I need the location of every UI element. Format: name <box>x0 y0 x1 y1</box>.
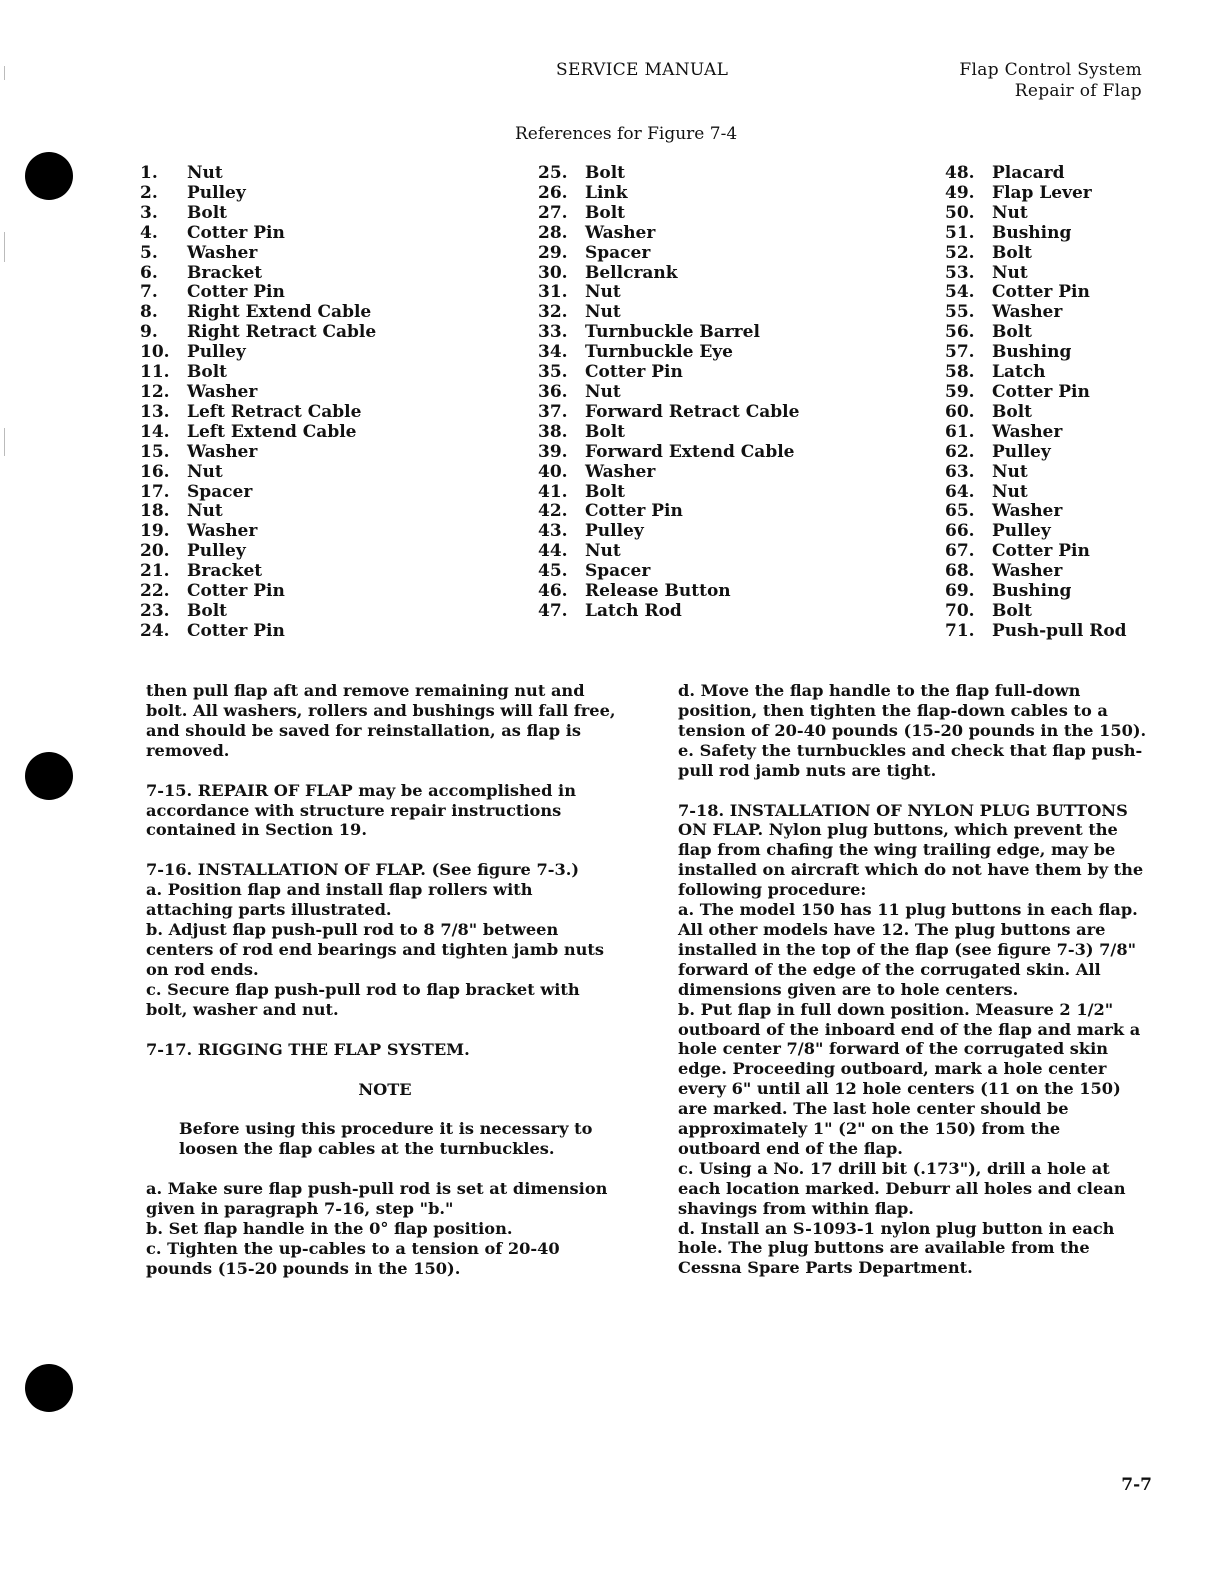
reference-number: 32. <box>538 302 568 323</box>
reference-number: 38. <box>538 421 568 442</box>
reference-item <box>945 602 1127 622</box>
binder-hole-bottom <box>25 1364 73 1412</box>
reference-item <box>140 602 376 622</box>
reference-item <box>140 303 376 323</box>
reference-number: 35. <box>538 362 568 383</box>
reference-number: 67. <box>945 541 975 562</box>
reference-number: 63. <box>945 461 975 482</box>
step-7-17-a: a. Make sure flap push-pull rod is set at dimension given in paragraph 7-16, step "b." <box>146 1179 608 1219</box>
reference-number: 2. <box>140 182 158 203</box>
reference-number: 45. <box>538 561 568 582</box>
reference-label: Bolt <box>585 163 626 183</box>
reference-label: Nut <box>992 202 1028 223</box>
reference-label: Cotter Pin <box>585 501 683 522</box>
reference-label: Nut <box>187 501 223 522</box>
reference-number: 41. <box>538 481 568 502</box>
reference-label: Bolt <box>187 600 228 621</box>
subsection-title: Repair of Flap <box>1014 81 1142 101</box>
reference-item <box>945 562 1127 582</box>
reference-label: Forward Extend Cable <box>585 441 795 462</box>
reference-number: 48. <box>945 163 975 183</box>
reference-item <box>538 383 799 403</box>
reference-item <box>945 244 1127 264</box>
reference-number: 8. <box>140 302 158 323</box>
reference-item <box>945 582 1127 602</box>
reference-number: 69. <box>945 581 975 602</box>
reference-number: 4. <box>140 222 158 243</box>
reference-label: Right Extend Cable <box>187 302 372 323</box>
reference-number: 51. <box>945 222 975 243</box>
reference-item <box>140 264 376 284</box>
reference-label: Bolt <box>992 600 1033 621</box>
reference-item <box>945 502 1127 522</box>
reference-number: 10. <box>140 342 170 363</box>
reference-item <box>140 224 376 244</box>
reference-label: Flap Lever <box>992 182 1092 203</box>
reference-number: 68. <box>945 561 975 582</box>
reference-label: Washer <box>585 222 656 243</box>
reference-label: Bracket <box>187 262 263 283</box>
reference-item <box>140 502 376 522</box>
reference-number: 14. <box>140 421 170 442</box>
reference-item <box>538 264 799 284</box>
reference-label: Nut <box>585 282 621 303</box>
reference-number: 52. <box>945 242 975 263</box>
reference-item <box>140 204 376 224</box>
reference-item <box>140 343 376 363</box>
reference-number: 61. <box>945 421 975 442</box>
reference-number: 34. <box>538 342 568 363</box>
reference-label: Bolt <box>187 362 228 383</box>
step-7-18-a: a. The model 150 has 11 plug buttons in each flap. All other models have 12. The plug buttons are installed in the top of the flap (see figure 7-3) 7/8" forward of the edge of the corrugated skin. All dimensions given are to hole centers. <box>678 900 1138 999</box>
reference-number: 24. <box>140 620 170 641</box>
paragraph-7-18-title: 7-18. INSTALLATION OF NYLON PLUG BUTTONS ON FLAP. Nylon plug buttons, which prevent the flap from chafing the wing trailing edge, may be installed on aircraft which do not have them by the following procedure: <box>678 800 1144 900</box>
reference-item <box>945 303 1127 323</box>
reference-item <box>538 244 799 264</box>
reference-item <box>140 522 376 542</box>
reference-label: Latch Rod <box>585 600 682 621</box>
reference-number: 40. <box>538 461 568 482</box>
reference-label: Bolt <box>585 481 626 502</box>
running-header-center: SERVICE MANUAL <box>556 60 729 80</box>
reference-number: 16. <box>140 461 170 482</box>
reference-item <box>538 403 799 423</box>
reference-label: Push-pull Rod <box>992 620 1127 641</box>
step-7-16-b: b. Adjust flap push-pull rod to 8 7/8" between centers of rod end bearings and tighten jamb nuts on rod ends. <box>146 920 604 979</box>
step-7-16-c: c. Secure flap push-pull rod to flap bracket with bolt, washer and nut. <box>146 979 580 1019</box>
reference-label: Bolt <box>585 202 626 223</box>
reference-number: 36. <box>538 381 568 402</box>
reference-number: 47. <box>538 600 568 621</box>
binder-hole-middle <box>25 752 73 800</box>
reference-item <box>945 423 1127 443</box>
reference-item <box>140 423 376 443</box>
reference-item <box>945 224 1127 244</box>
reference-label: Cotter Pin <box>187 581 285 602</box>
reference-item <box>538 303 799 323</box>
reference-item <box>538 542 799 562</box>
note-heading: NOTE <box>358 1079 412 1099</box>
reference-item <box>945 184 1127 204</box>
reference-number: 62. <box>945 441 975 462</box>
step-7-17-e: e. Safety the turnbuckles and check that flap push-pull rod jamb nuts are tight. <box>678 740 1143 780</box>
reference-number: 30. <box>538 262 568 283</box>
reference-number: 56. <box>945 322 975 343</box>
reference-label: Cotter Pin <box>992 381 1090 402</box>
reference-item <box>538 463 799 483</box>
reference-list-column <box>538 164 799 622</box>
reference-label: Pulley <box>187 342 246 363</box>
reference-item <box>140 622 376 642</box>
reference-number: 12. <box>140 381 170 402</box>
step-7-17-b: b. Set flap handle in the 0° flap position. <box>146 1219 513 1239</box>
page-number: 7-7 <box>1121 1475 1152 1495</box>
reference-label: Washer <box>992 561 1063 582</box>
reference-label: Cotter Pin <box>187 282 285 303</box>
reference-item <box>538 224 799 244</box>
reference-number: 37. <box>538 401 568 422</box>
reference-item <box>538 343 799 363</box>
step-7-17-d: d. Move the flap handle to the flap full-down position, then tighten the flap-down cables to a tension of 20-40 pounds (15-20 pounds in the 150). <box>678 681 1147 740</box>
scan-edge-mark <box>4 232 5 262</box>
reference-item <box>945 622 1127 642</box>
reference-number: 7. <box>140 282 158 303</box>
step-7-18-c: c. Using a No. 17 drill bit (.173"), drill a hole at each location marked. Deburr all holes and clean shavings from within flap. <box>678 1158 1126 1218</box>
binder-hole-top <box>25 152 73 200</box>
reference-number: 29. <box>538 242 568 263</box>
reference-label: Left Retract Cable <box>187 401 362 422</box>
reference-number: 57. <box>945 342 975 363</box>
reference-label: Washer <box>187 441 258 462</box>
reference-number: 18. <box>140 501 170 522</box>
reference-label: Nut <box>187 163 223 183</box>
reference-label: Spacer <box>187 481 253 502</box>
reference-number: 27. <box>538 202 568 223</box>
reference-item <box>140 283 376 303</box>
reference-label: Bolt <box>585 421 626 442</box>
reference-item <box>945 264 1127 284</box>
paragraph-7-17-title: 7-17. RIGGING THE FLAP SYSTEM. <box>146 1039 470 1059</box>
reference-item <box>538 363 799 383</box>
reference-list-column <box>945 164 1127 642</box>
reference-label: Release Button <box>585 581 731 602</box>
reference-label: Right Retract Cable <box>187 322 377 343</box>
reference-number: 31. <box>538 282 568 303</box>
paragraph-7-15: 7-15. REPAIR OF FLAP may be accomplished in accordance with structure repair instructions contained in Section 19. <box>146 780 576 840</box>
reference-item <box>538 283 799 303</box>
continued-paragraph: then pull flap aft and remove remaining nut and bolt. All washers, rollers and bushings will fall free, and should be saved for reinstallation, as flap is removed. <box>146 681 616 760</box>
reference-number: 71. <box>945 620 975 641</box>
reference-number: 43. <box>538 521 568 542</box>
reference-number: 23. <box>140 600 170 621</box>
reference-label: Turnbuckle Barrel <box>585 322 760 343</box>
reference-label: Nut <box>992 262 1028 283</box>
reference-number: 28. <box>538 222 568 243</box>
reference-list-column <box>140 164 376 642</box>
reference-item <box>538 443 799 463</box>
reference-item <box>140 244 376 264</box>
reference-label: Cotter Pin <box>585 362 683 383</box>
reference-label: Cotter Pin <box>187 222 285 243</box>
reference-number: 70. <box>945 600 975 621</box>
reference-label: Bushing <box>992 342 1072 363</box>
reference-label: Washer <box>992 302 1063 323</box>
references-title: References for Figure 7-4 <box>515 124 738 144</box>
reference-number: 46. <box>538 581 568 602</box>
reference-label: Spacer <box>585 242 651 263</box>
reference-item <box>945 363 1127 383</box>
reference-label: Bushing <box>992 581 1072 602</box>
reference-item <box>538 323 799 343</box>
reference-label: Washer <box>585 461 656 482</box>
reference-label: Washer <box>992 501 1063 522</box>
reference-number: 39. <box>538 441 568 462</box>
reference-item <box>945 542 1127 562</box>
scan-edge-mark <box>4 66 5 80</box>
reference-label: Cotter Pin <box>187 620 285 641</box>
reference-number: 53. <box>945 262 975 283</box>
reference-number: 50. <box>945 202 975 223</box>
reference-item <box>945 323 1127 343</box>
reference-item <box>140 562 376 582</box>
reference-label: Bellcrank <box>585 262 678 283</box>
reference-item <box>140 582 376 602</box>
reference-item <box>538 522 799 542</box>
reference-number: 11. <box>140 362 170 383</box>
reference-number: 3. <box>140 202 158 223</box>
reference-label: Washer <box>187 521 258 542</box>
reference-label: Spacer <box>585 561 651 582</box>
reference-label: Bolt <box>992 401 1033 422</box>
reference-number: 21. <box>140 561 170 582</box>
reference-label: Bolt <box>187 202 228 223</box>
reference-label: Turnbuckle Eye <box>585 342 733 363</box>
reference-number: 64. <box>945 481 975 502</box>
reference-item <box>538 423 799 443</box>
reference-number: 22. <box>140 581 170 602</box>
reference-number: 58. <box>945 362 975 383</box>
reference-number: 60. <box>945 401 975 422</box>
reference-label: Nut <box>992 481 1028 502</box>
step-7-16-a: a. Position flap and install flap rollers with attaching parts illustrated. <box>146 880 533 920</box>
step-7-18-d: d. Install an S-1093-1 nylon plug button in each hole. The plug buttons are available from the Cessna Spare Parts Department. <box>678 1218 1115 1278</box>
reference-item <box>140 184 376 204</box>
reference-number: 44. <box>538 541 568 562</box>
reference-number: 26. <box>538 182 568 203</box>
reference-item <box>945 204 1127 224</box>
reference-item <box>538 204 799 224</box>
reference-number: 55. <box>945 302 975 323</box>
reference-label: Link <box>585 182 628 203</box>
reference-item <box>945 383 1127 403</box>
reference-label: Pulley <box>187 182 246 203</box>
reference-number: 54. <box>945 282 975 303</box>
reference-item <box>538 483 799 503</box>
reference-number: 9. <box>140 322 158 343</box>
reference-label: Nut <box>187 461 223 482</box>
reference-number: 1. <box>140 163 158 183</box>
reference-number: 6. <box>140 262 158 283</box>
section-title: Flap Control System <box>959 60 1142 80</box>
reference-number: 65. <box>945 501 975 522</box>
step-7-17-c: c. Tighten the up-cables to a tension of 20-40 pounds (15-20 pounds in the 150). <box>146 1238 560 1278</box>
paragraph-7-16-title: 7-16. INSTALLATION OF FLAP. (See figure 7-3.) <box>146 860 580 880</box>
reference-item <box>538 602 799 622</box>
reference-label: Nut <box>585 541 621 562</box>
reference-label: Nut <box>585 381 621 402</box>
reference-item <box>538 184 799 204</box>
running-header-right <box>959 60 1142 102</box>
reference-item <box>945 343 1127 363</box>
reference-number: 5. <box>140 242 158 263</box>
reference-item <box>140 443 376 463</box>
reference-item <box>538 582 799 602</box>
reference-number: 25. <box>538 163 568 183</box>
reference-number: 20. <box>140 541 170 562</box>
reference-label: Bushing <box>992 222 1072 243</box>
reference-item <box>140 164 376 184</box>
reference-number: 59. <box>945 381 975 402</box>
reference-item <box>945 164 1127 184</box>
reference-number: 13. <box>140 401 170 422</box>
reference-item <box>140 383 376 403</box>
reference-number: 66. <box>945 521 975 542</box>
body-text-right-column <box>678 681 1148 1278</box>
reference-number: 42. <box>538 501 568 522</box>
reference-label: Latch <box>992 362 1046 383</box>
reference-label: Bolt <box>992 242 1033 263</box>
reference-label: Pulley <box>187 541 246 562</box>
reference-label: Nut <box>585 302 621 323</box>
reference-item <box>945 403 1127 423</box>
reference-item <box>538 562 799 582</box>
reference-item <box>945 522 1127 542</box>
reference-label: Bracket <box>187 561 263 582</box>
reference-item <box>140 363 376 383</box>
reference-number: 19. <box>140 521 170 542</box>
reference-item <box>945 483 1127 503</box>
reference-number: 15. <box>140 441 170 462</box>
reference-label: Pulley <box>992 521 1051 542</box>
reference-label: Left Extend Cable <box>187 421 357 442</box>
reference-label: Forward Retract Cable <box>585 401 800 422</box>
reference-item <box>140 483 376 503</box>
reference-label: Cotter Pin <box>992 282 1090 303</box>
reference-label: Placard <box>992 163 1065 183</box>
reference-item <box>538 502 799 522</box>
reference-item <box>140 323 376 343</box>
reference-label: Cotter Pin <box>992 541 1090 562</box>
reference-item <box>140 403 376 423</box>
reference-item <box>140 463 376 483</box>
reference-item <box>945 283 1127 303</box>
reference-item <box>945 463 1127 483</box>
reference-number: 49. <box>945 182 975 203</box>
step-7-18-b: b. Put flap in full down position. Measure 2 1/2" outboard of the inboard end of the flap and mark a hole center 7/8" forward of the corrugated skin edge. Proceeding outboard, mark a hole center every 6" until all 12 hole centers (11 on the 150) are marked. The last hole center should be approximately 1" (2" on the 150) from the outboard end of the flap. <box>678 999 1141 1158</box>
reference-label: Washer <box>992 421 1063 442</box>
reference-item <box>140 542 376 562</box>
reference-label: Pulley <box>992 441 1051 462</box>
reference-label: Bolt <box>992 322 1033 343</box>
scan-edge-mark <box>4 428 5 456</box>
reference-label: Washer <box>187 242 258 263</box>
reference-label: Nut <box>992 461 1028 482</box>
body-text-left-column <box>146 681 624 1279</box>
note-body: Before using this procedure it is necessary to loosen the flap cables at the turnbuckles. <box>179 1119 593 1159</box>
reference-item <box>538 164 799 184</box>
reference-number: 33. <box>538 322 568 343</box>
reference-label: Pulley <box>585 521 644 542</box>
reference-label: Washer <box>187 381 258 402</box>
reference-item <box>945 443 1127 463</box>
reference-number: 17. <box>140 481 170 502</box>
